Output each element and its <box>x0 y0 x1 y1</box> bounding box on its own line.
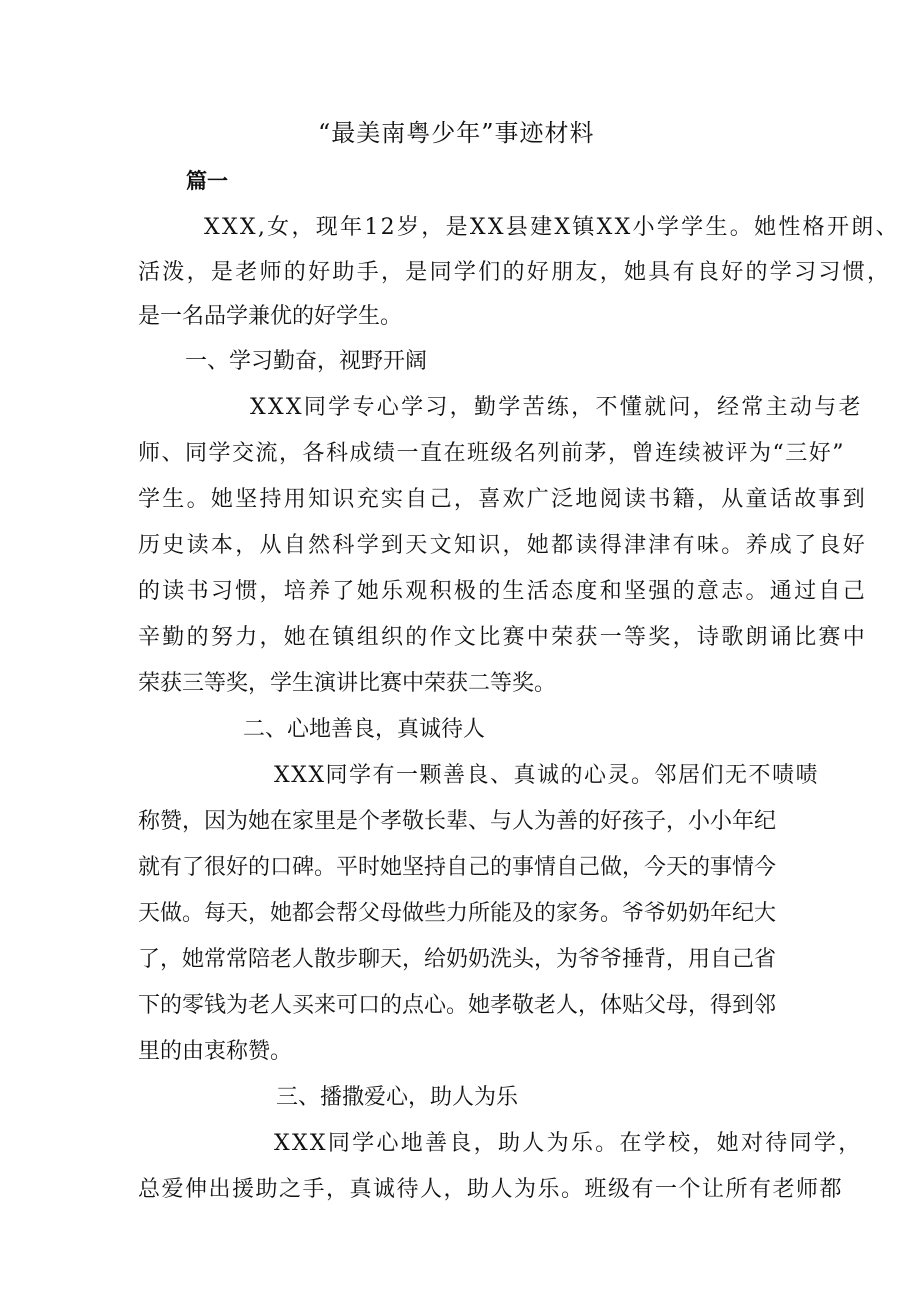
para3-line-1: XXX同学心地善良，助人为乐。在学校，她对待同学， <box>274 1131 863 1156</box>
document-title: “最美南粤少年”事迹材料 <box>318 119 595 147</box>
section-heading-1: 一、学习勤奋，视野开阔 <box>185 349 428 374</box>
para2-line-2: 称赞，因为她在家里是个孝敬长辈、与人为善的好孩子，小小年纪 <box>138 809 777 834</box>
para1-line-1: XXX同学专心学习，勤学苦练，不懂就问，经常主动与老 <box>250 395 863 420</box>
section-heading-2: 二、心地善良，真诚待人 <box>243 717 486 742</box>
section-heading-3: 三、播撒爱心，助人为乐 <box>276 1085 519 1110</box>
para2-line-1: XXX同学有一颗善良、真诚的心灵。邻居们无不啧啧 <box>274 763 819 788</box>
para1-line-4: 历史读本，从自然科学到天文知识，她都读得津津有味。养成了良好 <box>138 533 868 558</box>
para3-line-2: 总爱伸出援助之手，真诚待人，助人为乐。班级有一个让所有老师都 <box>138 1177 844 1202</box>
para2-line-3: 就有了很好的口碑。平时她坚持自己的事情自己做，今天的事情今 <box>138 855 777 880</box>
para1-line-3: 学生。她坚持用知识充实自己，喜欢广泛地阅读书籍，从童话故事到 <box>138 487 868 512</box>
para1-line-7: 荣获三等奖，学生演讲比赛中荣获二等奖。 <box>138 671 557 696</box>
para1-line-2: 师、同学交流，各科成绩一直在班级名列前茅，曾连续被评为“三好” <box>138 441 845 466</box>
para2-line-4: 天做。每天，她都会帮父母做些力所能及的家务。爷爷奶奶年纪大 <box>138 901 777 926</box>
para2-line-5: 了，她常常陪老人散步聊天，给奶奶洗头，为爷爷捶背，用自己省 <box>138 947 777 972</box>
intro-line-2: 活泼，是老师的好助手，是同学们的好朋友，她具有良好的学习习惯， <box>138 260 892 285</box>
para2-line-7: 里的由衷称赞。 <box>138 1039 293 1064</box>
para1-line-5: 的读书习惯，培养了她乐观积极的生活态度和坚强的意志。通过自己 <box>138 579 868 604</box>
section-label: 篇一 <box>186 169 228 193</box>
intro-line-3: 是一名品学兼优的好学生。 <box>138 304 403 329</box>
para1-line-6: 辛勤的努力，她在镇组织的作文比赛中荣获一等奖，诗歌朗诵比赛中 <box>138 625 868 650</box>
para2-line-6: 下的零钱为老人买来可口的点心。她孝敬老人，体贴父母，得到邻 <box>138 993 777 1018</box>
intro-line-1: XXX,女，现年12岁，是XX县建X镇XX小学学生。她性格开朗、 <box>204 215 900 240</box>
